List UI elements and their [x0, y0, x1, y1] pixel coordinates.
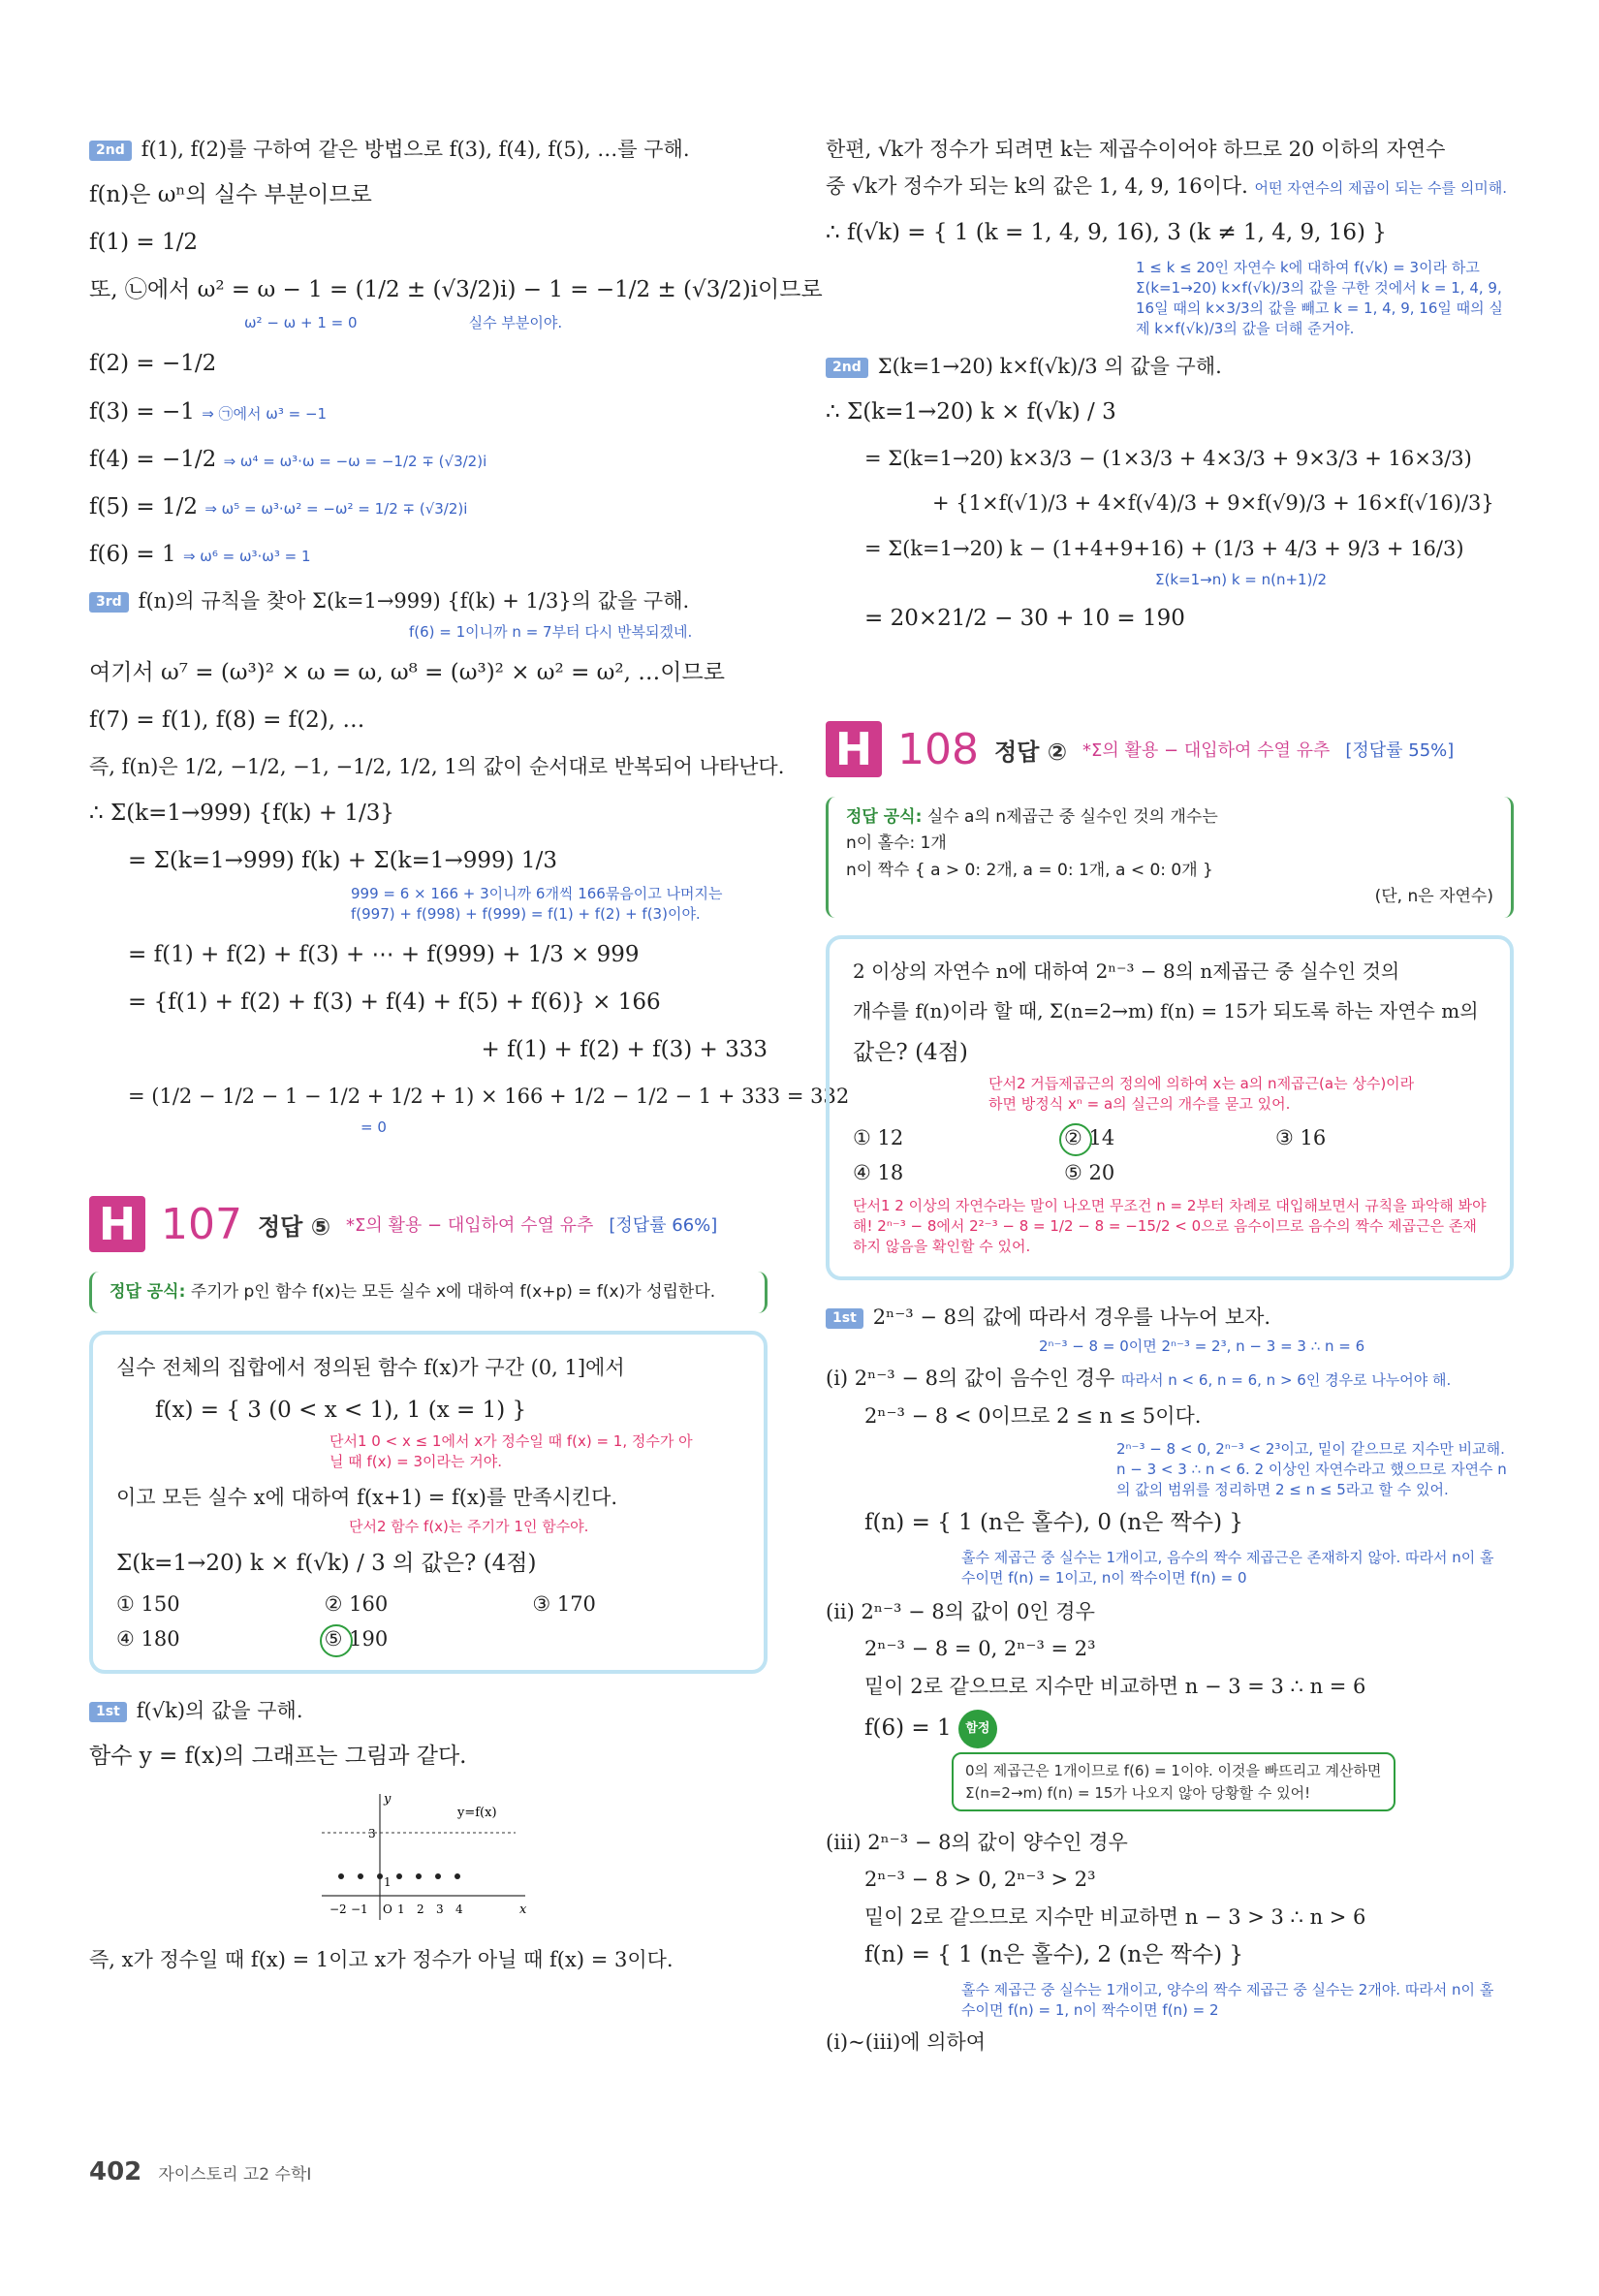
annotation: f(6) = 1이니까 n = 7부터 다시 반복되겠네.: [409, 623, 693, 642]
step-title: f(1), f(2)를 구하여 같은 방법으로 f(3), f(4), f(5), …를 구해.: [141, 138, 690, 161]
function-graph: [322, 1789, 768, 1929]
solution-line: [89, 540, 768, 570]
question-line: 값은? (4점): [853, 1039, 968, 1065]
solution-line: = Σ(k=1→20) k×3/3 − (1×3/3 + 4×3/3 + 9×3/3 + 16×3/3): [864, 447, 1472, 471]
y-tick-1: 1: [384, 1875, 392, 1890]
annotation: 1 ≤ k ≤ 20인 자연수 k에 대하여 f(√k) = 3이라 하고 Σ(k=1→20) k×f(√k)/3의 값을 구한 것에서 k = 1, 4, 9, 16일 때의 k×3/3의 값을 빼고 k = 1, 4, 9, 16일 때의 실제 k×f(√k)/3의 값을 더해 준거야.: [1136, 258, 1503, 337]
solution-line: ∴ Σ(k=1→20) k × f(√k) / 3: [826, 399, 1116, 425]
choice-2-correct[interactable]: ② 14: [1064, 1126, 1275, 1149]
step-tag: 3rd: [89, 592, 129, 613]
formula-text: 실수 a의 n제곱근 중 실수인 것의 개수는: [926, 807, 1218, 828]
solution-line: [826, 173, 1514, 200]
annotation: 홀수 제곱근 중 실수는 1개이고, 음수의 짝수 제곱근은 존재하지 않아. 따라서 n이 홀수이면 f(n) = 1이고, n이 짝수이면 f(n) = 0: [961, 1549, 1494, 1588]
solution-line: (ii) 2ⁿ⁻³ − 8의 값이 0인 경우: [826, 1600, 1095, 1624]
choice-list: [853, 1126, 1487, 1184]
solution-line: 즉, x가 정수일 때 f(x) = 1이고 x가 정수가 아닐 때 f(x) = 3이다.: [89, 1948, 674, 1972]
problem-badge: H: [826, 721, 882, 777]
step-tag: 2nd: [89, 141, 132, 161]
solution-line: 또, ㉡에서 ω² = ω − 1 = (1/2 ± (√3/2)i) − 1 = −1/2 ± (√3/2)i이므로: [89, 277, 823, 303]
x-tick: 3: [436, 1903, 444, 1917]
annotation: 따라서 n < 6, n = 6, n > 6인 경우로 나누어야 해.: [1121, 1371, 1452, 1390]
answer-label: 정답 ②: [993, 738, 1068, 766]
step-tag: 1st: [89, 1702, 127, 1722]
point: [396, 1873, 402, 1879]
integer-points: [338, 1873, 460, 1879]
choice-5[interactable]: ⑤ 20: [1064, 1161, 1115, 1184]
x-tick: −2: [329, 1903, 347, 1917]
hint-annotation: 단서1 2 이상의 자연수라는 말이 나오면 무조건 n = 2부터 차례로 대입해보면서 규칙을 파악해 봐야 해! 2ⁿ⁻³ − 8에서 2²⁻³ − 8 = 1/2 − 8 = −15/2 < 0으로 음수이므로 음수의 짝수 제곱근은 존재하지 않음을 확인할 수 있어.: [853, 1197, 1487, 1255]
solution-line: ∴ Σ(k=1→999) {f(k) + 1/3}: [89, 800, 395, 826]
answer-formula-box: [89, 1272, 768, 1313]
problem-108-header: [826, 721, 1514, 777]
annotation: 999 = 6 × 166 + 3이니까 6개씩 166묶음이고 나머지는 f(997) + f(998) + f(999) = f(1) + f(2) + f(3)이야.: [351, 884, 723, 923]
problem-108-box: [826, 935, 1514, 1280]
x-tick: 4: [455, 1903, 463, 1917]
annotation: 2ⁿ⁻³ − 8 = 0이면 2ⁿ⁻³ = 2³, n − 3 = 3 ∴ n = 6: [1039, 1337, 1365, 1356]
choice-4[interactable]: ④ 18: [853, 1161, 904, 1184]
solution-line: = Σ(k=1→20) k − (1+4+9+16) + (1/3 + 4/3 + 9/3 + 16/3): [864, 536, 1464, 560]
warning-box: 0의 제곱근은 1개이므로 f(6) = 1이야. 이것을 빠뜨리고 계산하면 Σ(n=2→m) f(n) = 15가 나오지 않아 당황할 수 있어!: [952, 1752, 1395, 1811]
solution-line: f(n)은 ωⁿ의 실수 부분이므로: [89, 182, 372, 208]
formula-row: n이 홀수: 1개: [846, 833, 947, 854]
solution-line: + {1×f(√1)/3 + 4×f(√4)/3 + 9×f(√9)/3 + 16×f(√16)/3}: [932, 491, 1494, 516]
solution-line: 밑이 2로 같으므로 지수만 비교하면 n − 3 = 3 ∴ n = 6: [864, 1674, 1366, 1698]
solution-line: (iii) 2ⁿ⁻³ − 8의 값이 양수인 경우: [826, 1831, 1128, 1855]
left-column: [89, 136, 850, 1992]
solution-line: 2ⁿ⁻³ − 8 = 0, 2ⁿ⁻³ = 2³: [864, 1637, 1096, 1661]
page-number: 402: [89, 2157, 142, 2186]
formula-label: 정답 공식:: [846, 807, 923, 828]
warning-badge: 함정: [958, 1710, 997, 1748]
equation: f(6) = 1: [89, 541, 176, 567]
problem-107-box: [89, 1331, 768, 1674]
annotation: 실수 부분이야.: [468, 314, 563, 332]
function-label: y=f(x): [457, 1806, 497, 1821]
solution-line: 2ⁿ⁻³ − 8 < 0이므로 2 ≤ n ≤ 5이다.: [864, 1403, 1202, 1428]
step-3rd-heading: [89, 587, 768, 614]
point: [416, 1873, 422, 1879]
step-2nd-heading: [826, 353, 1514, 380]
formula-row: (단, n은 자연수): [1374, 886, 1493, 906]
equation: f(5) = 1/2: [89, 493, 199, 519]
x-tick: 1: [397, 1903, 405, 1917]
annotation: = 0: [361, 1118, 387, 1137]
equation: (i) 2ⁿ⁻³ − 8의 값이 음수인 경우: [826, 1367, 1115, 1391]
choice-1[interactable]: ① 12: [853, 1126, 904, 1149]
hint-annotation: 단서2 거듭제곱근의 정의에 의하여 x는 a의 n제곱근(a는 상수)이라 하면 방정식 xⁿ = a의 실근의 개수를 묻고 있어.: [988, 1075, 1415, 1113]
solution-line: [826, 1710, 1514, 1748]
annotation-row: [244, 313, 768, 333]
solution-line: = 20×21/2 − 30 + 10 = 190: [864, 606, 1185, 632]
point: [435, 1873, 441, 1879]
problem-107-header: [89, 1196, 768, 1252]
solution-line: 2ⁿ⁻³ − 8 > 0, 2ⁿ⁻³ > 2³: [864, 1868, 1096, 1892]
answer-label: 정답 ⑤: [257, 1212, 331, 1241]
problem-topic: *Σ의 활용 − 대입하여 수열 유추: [346, 1215, 594, 1237]
problem-number: 108: [897, 724, 979, 774]
annotation: ⇒ ω⁴ = ω³·ω = −ω = −1/2 ∓ (√3/2)i: [223, 452, 487, 470]
choice-1[interactable]: ① 150: [116, 1592, 180, 1617]
x-tick: 2: [417, 1903, 424, 1917]
solution-line: [89, 492, 768, 522]
step-2nd-heading: [89, 136, 768, 163]
question-line: 이고 모든 실수 x에 대하여 f(x+1) = f(x)를 만족시킨다.: [116, 1485, 618, 1509]
point: [377, 1873, 383, 1879]
solution-line: [826, 1365, 1514, 1392]
choice-list: [116, 1592, 740, 1651]
x-axis-label: x: [519, 1903, 527, 1918]
point: [455, 1873, 460, 1879]
formula-row: n이 짝수 { a > 0: 2개, a = 0: 1개, a < 0: 0개 }: [846, 860, 1213, 880]
choice-5-correct[interactable]: ⑤ 190: [325, 1627, 533, 1651]
formula-text: 주기가 p인 함수 f(x)는 모든 실수 x에 대하여 f(x+p) = f(x)가 성립한다.: [190, 1282, 716, 1303]
choice-3[interactable]: ③ 16: [1275, 1126, 1327, 1149]
solution-line: + f(1) + f(2) + f(3) + 333: [481, 1036, 768, 1062]
choice-2[interactable]: ② 160: [324, 1592, 389, 1617]
solution-line: f(7) = f(1), f(8) = f(2), …: [89, 708, 365, 734]
step-title: f(√k)의 값을 구해.: [136, 1699, 303, 1723]
solution-line: 즉, f(n)은 1/2, −1/2, −1, −1/2, 1/2, 1의 값이 순서대로 반복되어 나타난다.: [89, 755, 785, 779]
solution-line: f(n) = { 1 (n은 홀수), 2 (n은 짝수) }: [864, 1942, 1244, 1968]
problem-number: 107: [161, 1199, 242, 1249]
annotation: ⇒ ω⁵ = ω³·ω² = −ω² = 1/2 ∓ (√3/2)i: [204, 499, 468, 518]
formula-row: [846, 804, 1493, 831]
equation: f(6) = 1: [864, 1715, 952, 1742]
step-title: 2ⁿ⁻³ − 8의 값에 따라서 경우를 나누어 보자.: [872, 1305, 1271, 1329]
x-tick: O: [383, 1903, 392, 1917]
equation: 중 √k가 정수가 되는 k의 값은 1, 4, 9, 16이다.: [826, 174, 1248, 199]
hint-annotation: 단서1 0 < x ≤ 1에서 x가 정수일 때 f(x) = 1, 정수가 아닐 때 f(x) = 3이라는 거야.: [329, 1431, 693, 1470]
choice-4[interactable]: ④ 180: [116, 1627, 180, 1651]
hint-annotation: 단서2 함수 f(x)는 주기가 1인 함수야.: [349, 1518, 589, 1535]
solution-line: f(n) = { 1 (n은 홀수), 0 (n은 짝수) }: [864, 1510, 1244, 1536]
solution-line: f(1) = 1/2: [89, 230, 199, 256]
solution-line: = Σ(k=1→999) f(k) + Σ(k=1→999) 1/3: [128, 847, 557, 873]
question-line: 실수 전체의 집합에서 정의된 함수 f(x)가 구간 (0, 1]에서: [116, 1356, 625, 1380]
question-line: 2 이상의 자연수 n에 대하여 2ⁿ⁻³ − 8의 n제곱근 중 실수인 것의: [853, 959, 1400, 983]
annotation: ⇒ ω⁶ = ω³·ω³ = 1: [182, 547, 311, 565]
solution-line: ∴ f(√k) = { 1 (k = 1, 4, 9, 16), 3 (k ≠ 1, 4, 9, 16) }: [826, 219, 1387, 245]
choice-3[interactable]: ③ 170: [532, 1592, 596, 1617]
y-tick-3: 3: [368, 1827, 376, 1841]
step-1st-heading: [89, 1697, 768, 1724]
y-axis-label: y: [384, 1792, 392, 1808]
question-line: Σ(k=1→20) k × f(√k) / 3 의 값은? (4점): [116, 1551, 537, 1576]
annotation: 홀수 제곱근 중 실수는 1개이고, 양수의 짝수 제곱근 중 실수는 2개야. 따라서 n이 홀수이면 f(n) = 1, n이 짝수이면 f(n) = 2: [961, 1981, 1494, 2020]
solution-line: = f(1) + f(2) + f(3) + ⋯ + f(999) + 1/3 × 999: [128, 941, 640, 967]
point: [358, 1873, 363, 1879]
equation: f(4) = −1/2: [89, 446, 217, 472]
solution-line: (i)~(iii)에 의하여: [826, 2030, 987, 2055]
annotation: Σ(k=1→n) k = n(n+1)/2: [1155, 571, 1328, 589]
page-footer: [89, 2157, 311, 2186]
solution-line: [89, 397, 768, 427]
equation: f(3) = −1: [89, 398, 195, 425]
annotation: 어떤 자연수의 제곱이 되는 수를 의미해.: [1254, 179, 1507, 198]
step-tag: 2nd: [826, 358, 868, 378]
book-title: 자이스토리 고2 수학Ⅰ: [158, 2165, 312, 2185]
solution-line: f(2) = −1/2: [89, 351, 217, 377]
solution-line: = (1/2 − 1/2 − 1 − 1/2 + 1/2 + 1) × 166 + 1/2 − 1/2 − 1 + 333 = 332: [128, 1084, 850, 1108]
correct-rate: [정답률 55%]: [1345, 740, 1455, 762]
question-line: 개수를 f(n)이라 할 때, Σ(n=2→m) f(n) = 15가 되도록 하는 자연수 m의: [853, 998, 1479, 1022]
step-tag: 1st: [826, 1308, 863, 1329]
right-column: [826, 136, 1514, 2066]
answer-formula-box: [826, 797, 1514, 918]
solution-line: 한편, √k가 정수가 되려면 k는 제곱수이어야 하므로 20 이하의 자연수: [826, 138, 1446, 161]
point: [338, 1873, 344, 1879]
solution-line: 밑이 2로 같으므로 지수만 비교하면 n − 3 > 3 ∴ n > 6: [864, 1904, 1366, 1929]
solution-line: 여기서 ω⁷ = (ω³)² × ω = ω, ω⁸ = (ω³)² × ω² = ω², …이므로: [89, 660, 725, 686]
problem-topic: *Σ의 활용 − 대입하여 수열 유추: [1082, 740, 1331, 762]
solution-line: = {f(1) + f(2) + f(3) + f(4) + f(5) + f(6)} × 166: [128, 989, 661, 1015]
correct-rate: [정답률 66%]: [609, 1215, 718, 1237]
annotation: ⇒ ㉠에서 ω³ = −1: [202, 404, 328, 423]
step-1st-heading: [826, 1304, 1514, 1331]
annotation: 2ⁿ⁻³ − 8 < 0, 2ⁿ⁻³ < 2³이고, 밑이 같으므로 지수만 비교해. n − 3 < 3 ∴ n < 6. 2 이상인 자연수라고 했으므로 자연수 n의 값의 범위를 정리하면 2 ≤ n ≤ 5라고 할 수 있어.: [1116, 1440, 1507, 1499]
step-title: Σ(k=1→20) k×f(√k)/3 의 값을 구해.: [877, 354, 1222, 378]
formula-label: 정답 공식:: [110, 1282, 186, 1303]
question-line: f(x) = { 3 (0 < x < 1), 1 (x = 1) }: [155, 1397, 527, 1423]
graph-svg: [322, 1789, 535, 1925]
solution-line: 함수 y = f(x)의 그래프는 그림과 같다.: [89, 1744, 467, 1770]
solution-line: [89, 445, 768, 475]
step-title: f(n)의 규칙을 찾아 Σ(k=1→999) {f(k) + 1/3}의 값을 구해.: [138, 588, 690, 613]
x-tick: −1: [351, 1903, 368, 1917]
problem-badge: H: [89, 1196, 145, 1252]
annotation: ω² − ω + 1 = 0: [244, 314, 358, 332]
